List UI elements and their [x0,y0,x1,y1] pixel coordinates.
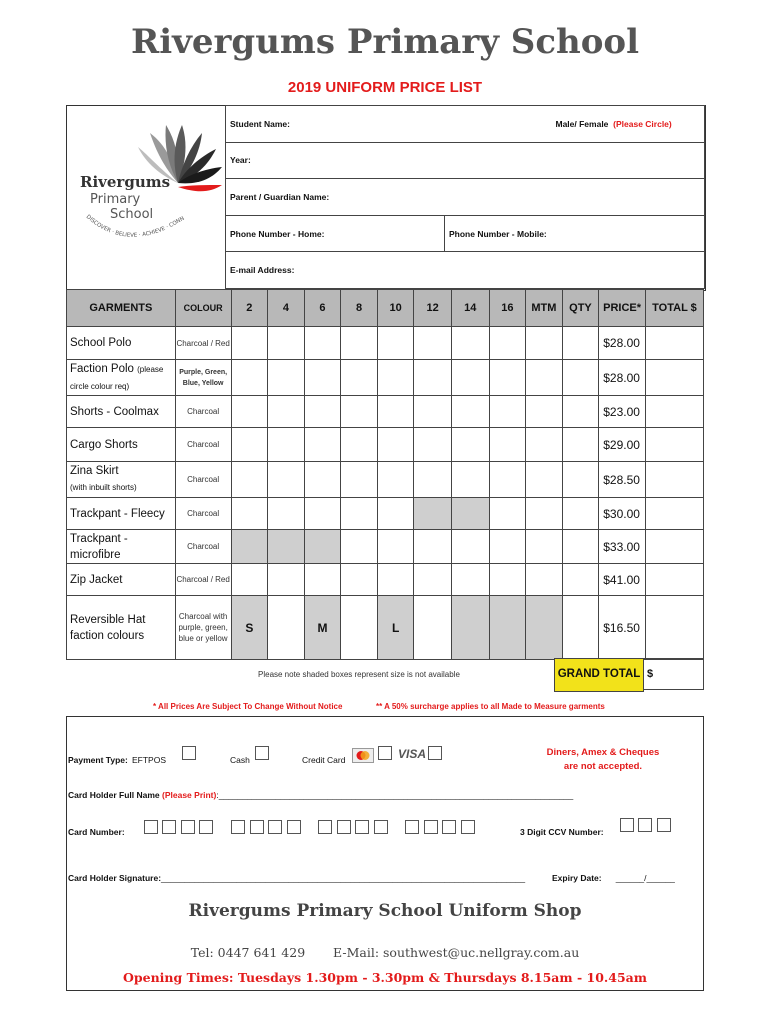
unavailable-size [451,498,489,530]
garment-colour: Charcoal / Red [175,327,231,360]
garment-colour: Charcoal [175,498,231,530]
size-s[interactable]: S [231,596,268,660]
unavailable-size [451,596,489,660]
logo-text-2: Primary [90,192,141,207]
visa-checkbox[interactable] [428,746,442,760]
grand-total-value[interactable]: $ [643,658,704,690]
card-holder-name-field[interactable]: Card Holder Full Name (Please Print):___________________________________________________________________________ [68,790,574,800]
mastercard-checkbox[interactable] [378,746,392,760]
table-header [67,290,704,327]
card-number-label: Card Number: [68,827,125,837]
school-logo [78,125,223,255]
price-table [66,289,704,660]
opening-times: Opening Times: Tuesdays 1.30pm - 3.30pm & Thursdays 8.15am - 10.45am [123,970,647,985]
phone-mobile-field[interactable]: Phone Number - Mobile: [445,215,705,252]
garment-price: $28.00 [599,360,646,396]
table-row [67,360,704,396]
eftpos-label: EFTPOS [132,755,167,765]
garment-name: Trackpant - Fleecy [67,498,176,530]
eftpos-checkbox[interactable] [182,746,196,760]
garment-price: $33.00 [599,530,646,564]
expiry-field[interactable]: Expiry Date: ______/______ [552,873,675,883]
col-size-16: 16 [489,290,526,327]
garment-price: $28.00 [599,327,646,360]
row-total[interactable] [645,428,703,462]
garment-name: Zina Skirt (with inbuilt shorts) [67,462,176,498]
garment-name: Zip Jacket [67,564,176,596]
payment-type-label: Payment Type: [68,755,128,765]
col-size-10: 10 [377,290,414,327]
garment-colour: Charcoal [175,530,231,564]
logo-text-1: Rivergums [80,173,171,191]
garment-colour: Charcoal with purple, green, blue or yellow [175,596,231,660]
gender-note: (Please Circle) [613,118,672,129]
row-total[interactable] [645,596,703,660]
signature-field[interactable]: Card Holder Signature:_____________________________________________________________________________ [68,873,526,883]
visa-icon: VISA [398,747,427,761]
size-l[interactable]: L [377,596,414,660]
col-price: PRICE* [599,290,646,327]
garment-colour: Charcoal / Red [175,564,231,596]
diners-note: Diners, Amex & Cheques are not accepted. [546,747,660,772]
col-size-6: 6 [304,290,341,327]
logo-arc-text: DISCOVER · BELIEVE · ACHIEVE · CONN [84,214,186,239]
table-row [67,564,704,596]
row-total[interactable] [645,564,703,596]
mastercard-icon [352,748,374,763]
col-size-2: 2 [231,290,268,327]
gender-label: Male/ Female [555,118,609,129]
ccv-label: 3 Digit CCV Number: [520,827,604,837]
garment-price: $16.50 [599,596,646,660]
ccv-boxes[interactable] [620,818,671,837]
garment-price: $28.50 [599,462,646,498]
garment-price: $41.00 [599,564,646,596]
logo-leaves-icon [78,125,223,255]
garment-colour: Charcoal [175,428,231,462]
table-row [67,396,704,428]
cash-checkbox[interactable] [255,746,269,760]
card-number-boxes[interactable] [144,820,475,839]
table-row [67,462,704,498]
credit-card-label: Credit Card [302,755,346,765]
page-title: Rivergums Primary School [130,22,640,62]
shop-contact [66,945,704,960]
garment-name: Cargo Shorts [67,428,176,462]
col-qty: QTY [562,290,599,327]
shop-phone: Tel: 0447 641 429 [190,945,306,960]
garment-name: Shorts - Coolmax [67,396,176,428]
row-total[interactable] [645,327,703,360]
table-row [67,530,704,564]
garment-price: $30.00 [599,498,646,530]
email-field[interactable]: E-mail Address: [226,252,705,289]
row-total[interactable] [645,360,703,396]
unavailable-size [414,498,452,530]
phone-home-field[interactable]: Phone Number - Home: [226,215,445,252]
row-total[interactable] [645,462,703,498]
cash-label: Cash [230,755,250,765]
col-size-8: 8 [341,290,378,327]
footnote-surcharge: ** A 50% surcharge applies to all Made to Measure garments [376,702,605,711]
col-size-4: 4 [268,290,305,327]
page-subtitle: 2019 UNIFORM PRICE LIST [287,79,483,96]
garment-price: $23.00 [599,396,646,428]
col-size-12: 12 [414,290,452,327]
table-row [67,428,704,462]
garment-name: Trackpant - microfibre [67,530,176,564]
row-total[interactable] [645,530,703,564]
unavailable-size [489,596,526,660]
garment-colour: Charcoal [175,396,231,428]
garment-price: $29.00 [599,428,646,462]
col-colour: COLOUR [175,290,231,327]
size-m[interactable]: M [304,596,341,660]
garment-name: School Polo [67,327,176,360]
table-row [67,327,704,360]
col-garments: GARMENTS [67,290,176,327]
guardian-field[interactable]: Parent / Guardian Name: [226,179,705,216]
grand-total-label: GRAND TOTAL [554,658,644,692]
year-field[interactable]: Year: [226,142,705,179]
student-name-field[interactable]: Student Name: Male/ Female (Please Circle) [226,106,705,143]
table-row [67,596,704,660]
row-total[interactable] [645,396,703,428]
unavailable-size [268,530,305,564]
logo-text-3: School [110,207,154,222]
shop-title: Rivergums Primary School Uniform Shop [188,901,582,921]
garment-name: Reversible Hat faction colours [67,596,176,660]
row-total[interactable] [645,498,703,530]
col-size-14: 14 [451,290,489,327]
unavailable-size [231,530,268,564]
table-row [67,498,704,530]
col-mtm: MTM [526,290,563,327]
unavailable-size [304,530,341,564]
shop-email: E-Mail: southwest@uc.nellgray.com.au [333,945,580,960]
col-total: TOTAL $ [645,290,703,327]
shaded-note: Please note shaded boxes represent size is not available [258,670,460,679]
unavailable-size [526,596,563,660]
student-info-grid [225,105,705,289]
garment-colour: Purple, Green, Blue, Yellow [175,360,231,396]
garment-name: Faction Polo (please circle colour req) [67,360,176,396]
footnote-prices: * All Prices Are Subject To Change Without Notice [153,702,343,711]
garment-colour: Charcoal [175,462,231,498]
